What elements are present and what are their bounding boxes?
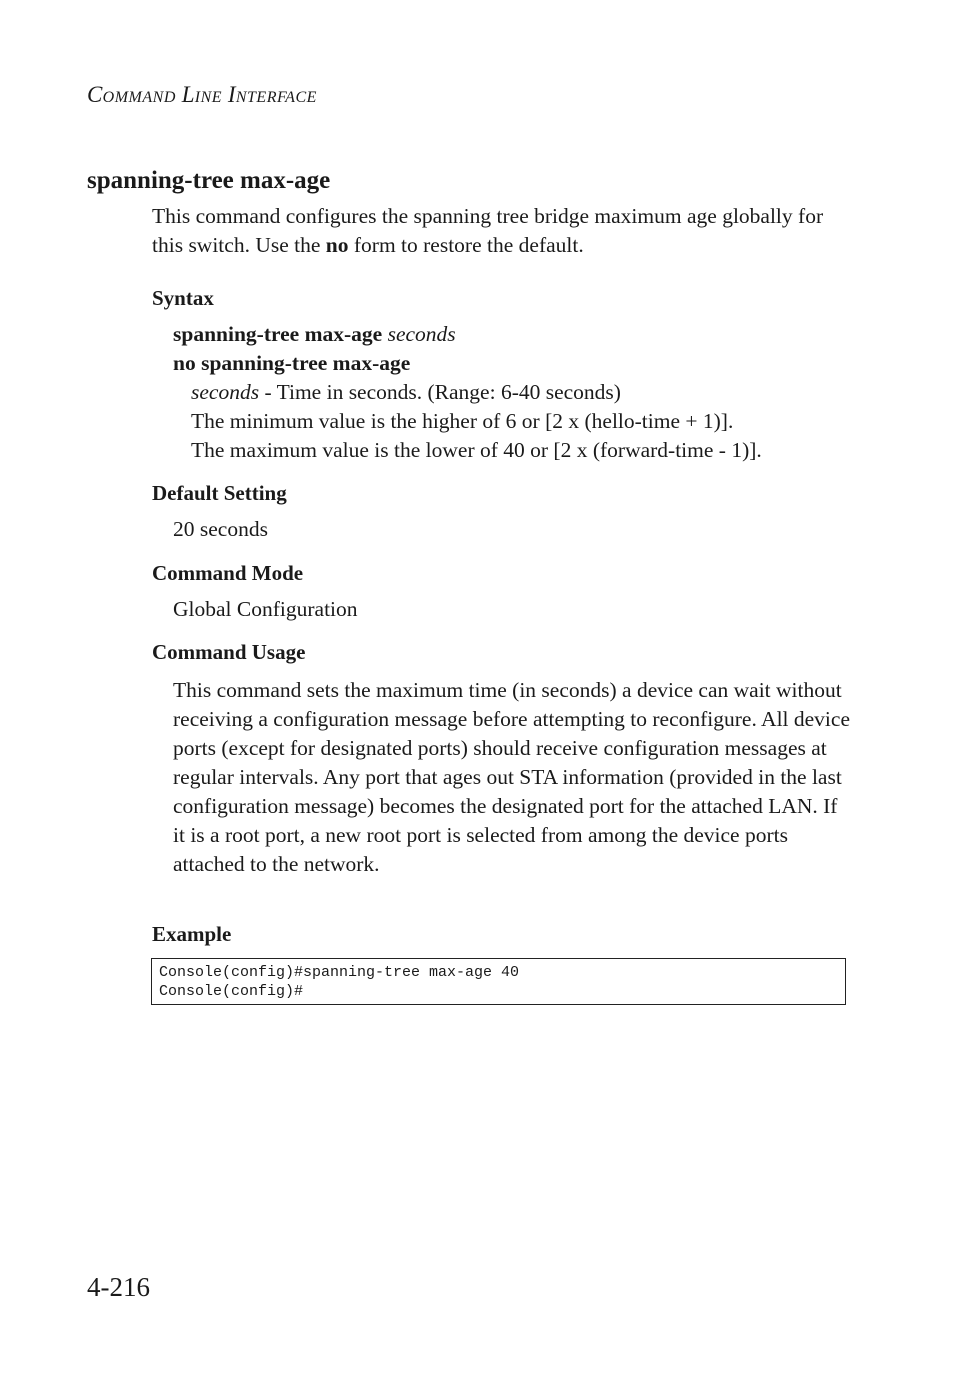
header-rest-1: OMMAND <box>102 89 176 106</box>
section-title: spanning-tree max-age <box>87 167 331 194</box>
syntax-line-2 <box>173 351 410 376</box>
command-usage-text: This command sets the maximum time (in seconds) a device can wait without receiving a configuration message before attempting to reconfigure. All device ports (except for designated ports) should receive configuration messages at regular intervals. Any port that ages out STA information (provided in the last configuration message) becomes the designated port for the attached LAN. If it is a root port, a new root port is selected from among the device ports attached to the network. <box>173 678 850 876</box>
page-number: 4-216 <box>87 1272 150 1302</box>
param-desc: - Time in seconds. (Range: 6-40 seconds) <box>259 380 621 404</box>
example-code-block <box>151 958 846 1005</box>
intro-bold-no: no <box>325 233 349 257</box>
header-rest-2: INE <box>194 89 223 106</box>
header-initial-2: L <box>181 82 195 107</box>
min-value-note: The minimum value is the higher of 6 or [2 x (hello-time + 1)]. <box>191 409 734 433</box>
max-value-note: The maximum value is the lower of 40 or [2 x (forward-time - 1)]. <box>191 438 762 462</box>
intro-text-end: form to restore the default. <box>348 233 584 257</box>
syntax-param: seconds <box>387 322 456 346</box>
section-intro <box>152 202 852 260</box>
running-header <box>87 82 317 108</box>
command-usage-heading: Command Usage <box>152 640 306 664</box>
command-mode-value: Global Configuration <box>173 597 358 621</box>
default-setting-value: 20 seconds <box>173 517 268 541</box>
syntax-heading: Syntax <box>152 286 214 310</box>
header-initial-3: I <box>227 82 236 107</box>
header-initial-1: C <box>87 82 103 107</box>
code-line-1: Console(config)#spanning-tree max-age 40 <box>159 964 520 981</box>
header-rest-3: NTERFACE <box>235 89 317 106</box>
syntax-no-command: no spanning-tree max-age <box>173 351 411 375</box>
syntax-line-1 <box>173 322 456 347</box>
param-name: seconds <box>191 380 260 404</box>
param-description <box>191 380 621 405</box>
command-mode-heading: Command Mode <box>152 561 304 585</box>
default-setting-heading: Default Setting <box>152 481 287 505</box>
syntax-command: spanning-tree max-age <box>173 322 383 346</box>
code-line-2: Console(config)# <box>159 983 304 1000</box>
intro-text-start: This command configures the spanning tree bridge maximum age globally for this switch. Use the <box>152 204 824 257</box>
example-heading: Example <box>152 922 232 946</box>
